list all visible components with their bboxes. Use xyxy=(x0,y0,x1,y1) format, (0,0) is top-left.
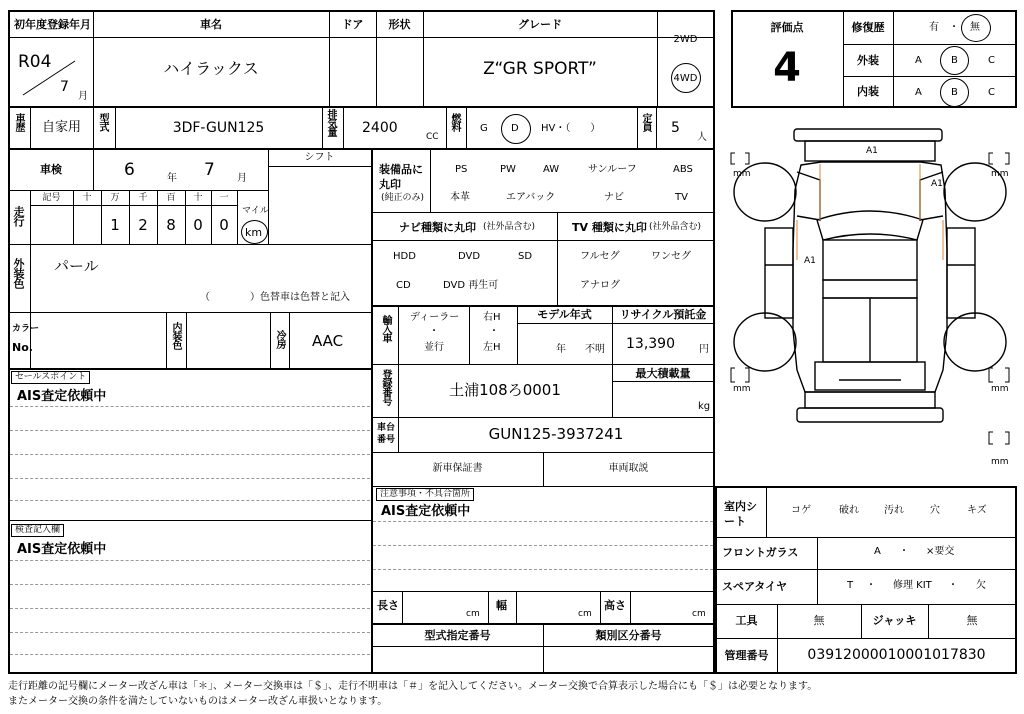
ac-value: AAC xyxy=(312,332,344,350)
equip-sunroof: サンルーフ xyxy=(588,164,637,175)
ext-grade-a: A xyxy=(915,55,922,66)
spare-dot2: ・ xyxy=(948,580,958,591)
equip-airbag: エアバック xyxy=(506,192,556,203)
color-no-label2: No. xyxy=(12,341,33,354)
exterior-grade-label: 外装 xyxy=(857,54,879,67)
rule-line xyxy=(10,560,370,561)
mileage-digit: 2 xyxy=(138,216,148,234)
chassis-value: GUN125-3937241 xyxy=(488,425,624,443)
cond-row-line xyxy=(716,537,1016,538)
mileage-unit-mile: マイル xyxy=(242,206,269,216)
car-name-label: 車名 xyxy=(200,18,222,31)
col-line xyxy=(656,107,657,148)
col-line xyxy=(657,11,658,106)
col-line xyxy=(446,107,447,148)
mileage-head-3: 千 xyxy=(138,193,148,203)
import-dot: ・ xyxy=(429,326,439,337)
damage-mark-right: A1 xyxy=(931,179,943,189)
tools-label: 工具 xyxy=(735,614,758,627)
navi-head-bottom xyxy=(372,240,714,241)
int-grade-c: C xyxy=(988,87,995,98)
mileage-digit: 1 xyxy=(110,216,120,234)
cc-unit: CC xyxy=(426,132,439,142)
capacity-label: 定員 xyxy=(640,113,651,131)
color-no-label: カラー xyxy=(12,324,40,334)
col-line xyxy=(430,149,431,212)
spare-tire-label: スペアタイヤ xyxy=(722,580,788,593)
interior-grade-label: 内装 xyxy=(857,85,879,98)
spare-dot1: ・ xyxy=(866,580,876,591)
tv-fullseg: フルセグ xyxy=(580,251,620,262)
import-dealer: ディーラー xyxy=(410,312,460,323)
first-reg-label: 初年度登録年月 xyxy=(14,18,91,31)
capacity-unit: 人 xyxy=(697,132,707,143)
width-label: 幅 xyxy=(496,599,507,612)
inspection-month-unit: 月 xyxy=(237,173,247,184)
displacement-label: 排気量 xyxy=(325,109,336,136)
first-reg-month: 7 xyxy=(60,79,69,95)
int-grade-b: B xyxy=(951,87,958,98)
sheet-scratch: キズ xyxy=(967,505,987,516)
sales-point-tag: セールスポイント xyxy=(11,371,90,384)
shape-label: 形状 xyxy=(388,18,411,31)
chassis-label xyxy=(377,422,397,446)
spare-none: 欠 xyxy=(976,580,986,591)
mileage-digit: 0 xyxy=(219,216,229,234)
drive-4wd: 4WD xyxy=(673,73,698,84)
interior-color-label: 内装色 xyxy=(170,322,181,349)
tv-oneseg: ワンセグ xyxy=(651,251,691,262)
mileage-digit: 8 xyxy=(166,216,176,234)
equip-leather: 本革 xyxy=(450,192,470,203)
rule-line xyxy=(10,654,370,655)
ext-grade-b: B xyxy=(951,55,958,66)
mileage-head-5: 十 xyxy=(193,193,203,203)
model-year-label: モデル年式 xyxy=(537,308,592,321)
middle-divider xyxy=(371,149,373,673)
mileage-head-1: 十 xyxy=(82,193,92,203)
tools-value: 無 xyxy=(813,614,825,627)
exterior-bottom xyxy=(9,312,371,313)
col-line xyxy=(270,313,271,368)
mileage-head-line xyxy=(30,205,237,206)
jack-value: 無 xyxy=(966,614,978,627)
tv-label: TV 種類に丸印 xyxy=(572,221,647,234)
recycle-value: 13,390 xyxy=(626,336,675,352)
cond-row-line xyxy=(716,604,1016,605)
max-load-label: 最大積載量 xyxy=(635,367,691,380)
inspection-month: 7 xyxy=(204,160,215,180)
colorno-bottom xyxy=(9,368,371,370)
col-line xyxy=(343,107,344,148)
score-value: 4 xyxy=(773,45,801,91)
interior-sheet-label xyxy=(724,499,764,529)
tire-mm-rl: mm xyxy=(733,384,751,394)
equipment-bottom xyxy=(372,212,714,213)
sales-point-text: AIS査定依頼中 xyxy=(17,389,107,404)
registration-label: 登録番号 xyxy=(380,369,391,405)
notes-text: AIS査定依頼中 xyxy=(381,504,471,519)
rule-line xyxy=(10,500,370,501)
spare-kit: 修理 KIT xyxy=(893,580,932,591)
fuel-label: 燃料 xyxy=(449,113,460,131)
fuel-d: D xyxy=(511,123,519,134)
shift-label: シフト xyxy=(304,152,335,163)
mileage-label: 走行 xyxy=(12,206,25,226)
equip-pw: PW xyxy=(500,164,516,175)
col-line xyxy=(166,313,167,368)
navi-dvd-play: DVD 再生可 xyxy=(443,280,499,291)
capacity-value: 5 xyxy=(671,120,680,136)
management-value: 03912000010001017830 xyxy=(807,647,986,663)
grade-label: グレード xyxy=(518,18,562,31)
sheet-tear: 破れ xyxy=(839,505,859,516)
drive-2wd: 2WD xyxy=(673,34,698,45)
import-right-h: 右H xyxy=(483,312,501,323)
rule-line xyxy=(373,521,713,522)
import-parallel: 並行 xyxy=(424,342,444,353)
mileage-head-4: 百 xyxy=(166,193,176,203)
max-load-head-line xyxy=(612,381,714,382)
navi-sd: SD xyxy=(518,251,533,262)
inspector-tag: 検査記入欄 xyxy=(11,524,64,537)
manual-label: 車両取説 xyxy=(608,463,649,474)
spare-t: T xyxy=(847,580,854,591)
row2-bottom xyxy=(9,148,714,150)
repair-label: 修復歴 xyxy=(851,21,885,34)
grade-row-line xyxy=(843,76,1016,77)
windshield-a: A xyxy=(874,546,881,557)
col-line xyxy=(289,313,290,368)
import-left-h: 左H xyxy=(483,342,501,353)
displacement-value: 2400 xyxy=(362,120,398,136)
mileage-head-symbol: 記号 xyxy=(42,193,61,203)
exterior-color-note: （ ）色替車は色替と記入 xyxy=(200,292,350,303)
windshield-label: フロントガラス xyxy=(722,546,799,559)
first-reg-month-unit: 月 xyxy=(78,91,88,102)
cond-row-line xyxy=(716,638,1016,639)
navi-dvd: DVD xyxy=(458,251,481,262)
equip-tv: TV xyxy=(675,192,688,203)
history-value: 自家用 xyxy=(41,120,81,135)
col-line xyxy=(817,538,818,604)
col-line xyxy=(398,306,399,364)
rule-line xyxy=(10,584,370,585)
mileage-unit-km: km xyxy=(245,226,263,239)
door-label: ドア xyxy=(341,18,364,31)
rule-line xyxy=(10,406,370,407)
navi-cd: CD xyxy=(396,280,411,291)
col-line xyxy=(469,306,470,364)
col-line xyxy=(893,11,894,107)
col-line xyxy=(93,149,94,190)
registration-value: 土浦108ろ0001 xyxy=(449,381,561,399)
dims-top xyxy=(372,591,714,592)
sheet-hole: 穴 xyxy=(930,505,940,516)
equip-ps: PS xyxy=(455,164,468,175)
windshield-replace: ×要交 xyxy=(926,546,955,557)
col-line xyxy=(630,592,631,623)
inspector-top xyxy=(9,520,371,521)
col-line xyxy=(402,592,403,623)
length-cm: cm xyxy=(466,609,480,619)
rule-line xyxy=(10,608,370,609)
footer-line-2: またメーター交換の条件を満たしていないものはメーター改ざん車扱いとなります。 xyxy=(8,696,388,707)
chassis-label-text: 車台番号 xyxy=(377,423,396,445)
length-label: 長さ xyxy=(377,599,399,612)
tv-sub: (社外品含む) xyxy=(649,222,702,232)
class-spec-label: 類別区分番号 xyxy=(595,629,662,642)
equip-aw: AW xyxy=(543,164,560,175)
col-line xyxy=(516,592,517,623)
col-line xyxy=(637,107,638,148)
import-top xyxy=(372,305,714,307)
equip-navi: ナビ xyxy=(604,192,624,203)
warranty-label: 新車保証書 xyxy=(432,463,483,474)
height-cm: cm xyxy=(692,609,706,619)
navi-hdd: HDD xyxy=(393,251,416,262)
col-line xyxy=(30,245,31,312)
footer-line-1: 走行距離の記号欄にメーター改ざん車は「＊」、メーター交換車は「＄」、走行不明車は「＃」を記入してください。メーター交換で合算表示した場合にも「＄」は必要となります。 xyxy=(8,681,818,692)
model-year-unit: 年 xyxy=(556,344,566,355)
tire-mm-rr: mm xyxy=(991,384,1009,394)
tv-analog: アナログ xyxy=(580,280,620,291)
col-line xyxy=(766,487,767,537)
type-spec-label: 型式指定番号 xyxy=(424,629,491,642)
col-line xyxy=(488,592,489,623)
equip-abs: ABS xyxy=(673,164,693,175)
rule-line xyxy=(10,430,370,431)
tire-mm-fl: mm xyxy=(733,169,751,179)
exterior-color-value: パール xyxy=(54,257,99,275)
inspection-bottom xyxy=(9,190,268,191)
model-year-head-line xyxy=(517,323,714,324)
exterior-color-label: 外装色 xyxy=(12,258,25,288)
max-load-kg: kg xyxy=(698,401,711,412)
tire-mm-spare: mm xyxy=(991,457,1009,467)
sheet-burn: コゲ xyxy=(791,505,811,516)
inspection-year-unit: 年 xyxy=(167,173,177,184)
jack-label: ジャッキ xyxy=(872,614,917,627)
first-reg-slash xyxy=(20,58,80,98)
col-line xyxy=(322,107,323,148)
col-line xyxy=(600,592,601,623)
inspector-text: AIS査定依頼中 xyxy=(17,542,107,557)
col-line xyxy=(466,107,467,148)
import-dot2: ・ xyxy=(489,326,499,337)
interior-sheet-label-text: 室内シート xyxy=(724,500,757,528)
score-label: 評価点 xyxy=(770,21,804,34)
import-bottom xyxy=(372,364,714,365)
cond-row-line xyxy=(716,569,1016,570)
model-label: 型式 xyxy=(97,113,108,131)
grade-row-line xyxy=(843,44,1016,45)
model-value: 3DF-GUN125 xyxy=(172,120,265,136)
height-label: 高さ xyxy=(604,599,626,612)
first-reg-era: R04 xyxy=(18,52,52,72)
rule-line xyxy=(10,478,370,479)
col-line xyxy=(268,149,269,244)
docs-bottom xyxy=(372,486,714,487)
recycle-yen: 円 xyxy=(699,344,709,355)
mileage-bottom xyxy=(9,244,371,245)
mileage-digit: 0 xyxy=(193,216,203,234)
sheet-stain: 汚れ xyxy=(884,505,904,516)
inspection-year: 6 xyxy=(124,160,135,180)
tire-mm-fr: mm xyxy=(991,169,1009,179)
col-line xyxy=(557,213,558,305)
spec-head-line xyxy=(372,646,714,647)
col-line xyxy=(93,107,94,148)
ext-grade-c: C xyxy=(988,55,995,66)
grade-value: Z“GR SPORT” xyxy=(483,59,597,79)
shift-underline xyxy=(268,166,371,167)
mileage-head-6: 一 xyxy=(219,193,229,203)
damage-mark-front: A1 xyxy=(866,146,878,156)
import-label: 輸入車 xyxy=(380,315,391,342)
fuel-hv: HV・（ ） xyxy=(541,123,601,134)
navi-sub: (社外品含む) xyxy=(483,222,536,232)
mileage-head-2: 万 xyxy=(110,193,120,203)
repair-yes: 有 xyxy=(929,22,939,33)
registration-bottom xyxy=(372,417,714,418)
col-line xyxy=(186,313,187,368)
rule-line xyxy=(373,569,713,570)
notes-tag: 注意事項・不具合箇所 xyxy=(376,488,474,501)
fuel-g: G xyxy=(480,123,488,134)
repair-no: 無 xyxy=(970,22,980,33)
inspection-label: 車検 xyxy=(40,163,62,176)
damage-mark-left: A1 xyxy=(804,256,816,266)
rule-line xyxy=(10,454,370,455)
car-name: ハイラックス xyxy=(163,59,259,78)
navi-label: ナビ種類に丸印 xyxy=(399,221,476,234)
windshield-dot: ・ xyxy=(899,546,909,557)
repair-dot: ・ xyxy=(949,22,959,33)
width-cm: cm xyxy=(578,609,592,619)
int-grade-a: A xyxy=(915,87,922,98)
history-label: 車歴 xyxy=(13,113,24,131)
header-divider xyxy=(9,37,714,38)
ac-label: 冷房 xyxy=(274,330,285,348)
equipment-label-text: 装備品に丸印 xyxy=(379,163,423,191)
model-year-unknown: 不明 xyxy=(585,344,605,355)
recycle-label: リサイクル預託金 xyxy=(619,308,707,321)
management-label: 管理番号 xyxy=(724,649,769,662)
equipment-sub: (純正のみ) xyxy=(381,193,425,203)
equipment-label xyxy=(379,162,429,192)
car-diagram xyxy=(725,120,1024,480)
col-line xyxy=(237,191,238,244)
rule-line xyxy=(373,545,713,546)
rule-line xyxy=(10,632,370,633)
